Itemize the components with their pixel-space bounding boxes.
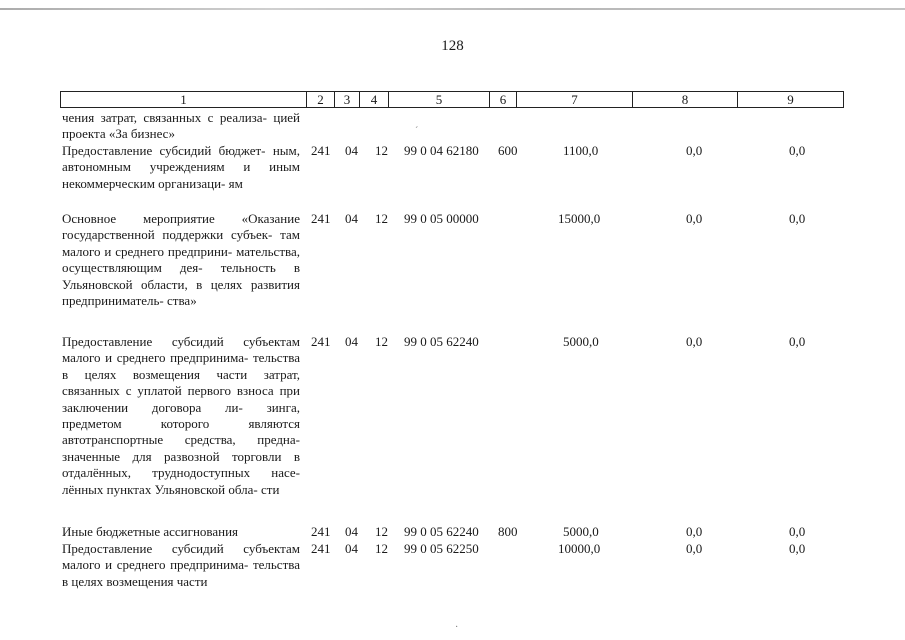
cell-col-8: 0,0	[686, 143, 703, 158]
cell-col-8: 0,0	[686, 334, 703, 349]
cell-col-2: 241	[311, 541, 331, 556]
row-description: чения затрат, связанных с реализа- цией проекта «За бизнес»	[62, 110, 300, 142]
cell-col-6: 600	[498, 143, 518, 158]
cell-col-4: 12	[375, 541, 388, 556]
table-row	[0, 110, 905, 143]
scan-speck: ·	[455, 622, 459, 633]
page-number: 128	[441, 38, 464, 54]
row-description: Иные бюджетные ассигнования	[62, 524, 239, 539]
cell-col-7: 15000,0	[558, 211, 601, 226]
cell-col-3: 04	[345, 211, 358, 226]
header-col-6: 6	[489, 92, 516, 107]
cell-col-4: 12	[375, 524, 388, 539]
cell-col-2: 241	[311, 143, 331, 158]
cell-col-4: 12	[375, 334, 388, 349]
cell-col-3: 04	[345, 541, 358, 556]
header-col-1: 1	[180, 92, 187, 107]
cell-col-8: 0,0	[686, 211, 703, 226]
table-row	[0, 211, 905, 334]
table-row	[0, 143, 905, 211]
cell-col-5: 99 0 05 00000	[404, 211, 479, 226]
row-description: Предоставление субсидий субъектам малого и среднего предпринима- тельства в целях возмещения части затрат, связанных с уплатой первого взноса при заключении договора ли- зинга, предметом которого являются автотранспортные средства, предна- значенные для развозной торговли в отдалённых, труднодоступных насе- лённых пунктах Ульяновской обла- сти	[62, 334, 300, 497]
cell-col-9: 0,0	[789, 524, 806, 539]
cell-col-2: 241	[311, 211, 331, 226]
table-row	[0, 334, 905, 524]
table-body	[0, 110, 905, 591]
cell-col-3: 04	[345, 524, 358, 539]
cell-col-5: 99 0 04 62180	[404, 143, 479, 158]
table-row	[0, 541, 905, 591]
table-row	[0, 524, 905, 541]
header-col-7: 7	[516, 92, 632, 107]
row-description: Предоставление субсидий субъектам малого и среднего предпринима- тельства в целях возмещения части	[62, 541, 300, 589]
row-description: Основное мероприятие «Оказание государственной поддержки субъек- там малого и среднего предприни- мательства, осуществляющим дея- тельность в Ульяновской области, в целях развития предприниматель- ства»	[62, 211, 300, 309]
cell-col-6: 800	[498, 524, 518, 539]
header-col-8: 8	[632, 92, 737, 107]
cell-col-7: 10000,0	[558, 541, 601, 556]
cell-col-3: 04	[345, 143, 358, 158]
cell-col-5: 99 0 05 62240	[404, 524, 479, 539]
cell-col-8: 0,0	[686, 524, 703, 539]
cell-col-2: 241	[311, 334, 331, 349]
scan-speck: ´	[415, 126, 419, 137]
scan-edge-line	[0, 8, 905, 10]
cell-col-9: 0,0	[789, 334, 806, 349]
header-col-9: 9	[737, 92, 843, 107]
cell-col-8: 0,0	[686, 541, 703, 556]
cell-col-7: 1100,0	[563, 143, 599, 158]
cell-col-5: 99 0 05 62250	[404, 541, 479, 556]
cell-col-7: 5000,0	[563, 524, 599, 539]
cell-col-3: 04	[345, 334, 358, 349]
cell-col-9: 0,0	[789, 541, 806, 556]
cell-col-7: 5000,0	[563, 334, 599, 349]
cell-col-4: 12	[375, 211, 388, 226]
header-col-2: 2	[306, 92, 334, 107]
cell-col-2: 241	[311, 524, 331, 539]
cell-col-5: 99 0 05 62240	[404, 334, 479, 349]
cell-col-9: 0,0	[789, 143, 806, 158]
header-col-5: 5	[388, 92, 489, 107]
cell-col-9: 0,0	[789, 211, 806, 226]
table-header	[60, 91, 844, 108]
header-col-3: 3	[334, 92, 359, 107]
row-description: Предоставление субсидий бюджет- ным, автономным учреждениям и иным некоммерческим организаци- ям	[62, 143, 300, 191]
cell-col-4: 12	[375, 143, 388, 158]
header-col-4: 4	[359, 92, 388, 107]
